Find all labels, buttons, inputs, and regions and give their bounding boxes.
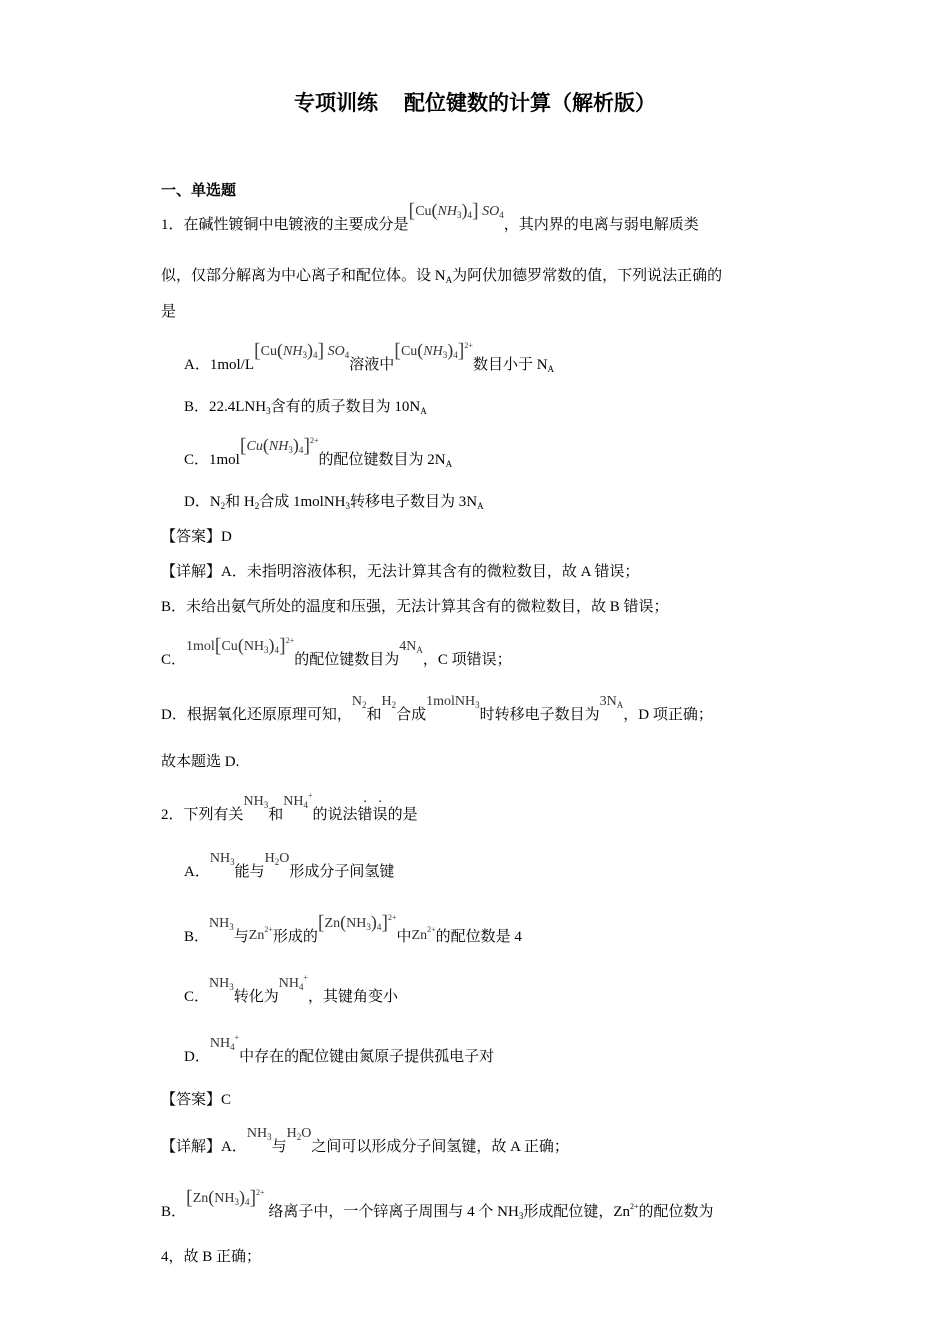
formula-h2o: $H_2O$ xyxy=(286,1126,312,1142)
emphasis-char: 误 xyxy=(372,807,388,823)
q1-option-d: D．$N_2$和 $H_2$合成 1molNH$_3$转移电子数目为 $3N_A$ xyxy=(184,494,484,511)
formula-3na: $3N_A$ xyxy=(599,694,624,710)
formula-zn-2plus: $Zn^{2+}$ xyxy=(248,925,273,943)
q1-answer: 【答案】D xyxy=(161,529,232,545)
q2-detail-a: 【详解】A．$NH_3$与$H_2O$之间可以形成分子间氢键，故 A 正确； xyxy=(161,1126,569,1155)
q1-conclusion: 故本题选 D. xyxy=(161,754,240,770)
formula-cu-nh3-4-so4: $[Cu(NH_3)_4]$ $SO_4$ xyxy=(408,200,504,222)
formula-nh4-plus: $NH_4^+$ xyxy=(209,1033,240,1052)
q2-option-d: D．$NH_4^+$中存在的配位键由氮原子提供孤电子对 xyxy=(184,1042,494,1071)
q2-option-b: B．$NH_3$与$Zn^{2+}$形成的$[Zn(NH_3)_4]^{2+}$中$Zn^{2+}$的配位数是 4 xyxy=(184,922,522,951)
q1-detail-c: C．$1mol[Cu(NH_3)_4]^{2+}$的配位键数目为$4N_A$，C 项错误； xyxy=(161,645,512,674)
formula-zn-nh3-4-ion: $[Zn(NH_3)_4]^{2+}$ xyxy=(186,1187,265,1209)
formula-1mol-nh3: 1molNH$_3$ xyxy=(426,694,480,710)
q1-stem-line3: 是 xyxy=(161,304,177,320)
q2-option-a: A．$NH_3$能与$H_2O$形成分子间氢键 xyxy=(184,851,395,880)
formula-nh4-plus: $NH_4^+$ xyxy=(283,791,313,810)
formula-nh3: $NH_3$ xyxy=(209,916,234,932)
formula-nh3: $NH_3$ xyxy=(243,794,269,810)
emphasis-char: 错 xyxy=(357,807,373,823)
q1-option-b: B．$22.4LNH_3$含有的质子数目为 $10N_A$ xyxy=(184,399,427,416)
formula-n2: $N_2$ xyxy=(351,694,367,710)
formula-h2o: $H_2O$ xyxy=(264,851,290,867)
formula-nh3: $NH_3$ xyxy=(246,1126,272,1142)
formula-cu-nh3-4-ion: $[Cu(NH_3)_4]^{2+}$ xyxy=(239,435,319,457)
q1-option-c: C．$1mol[Cu(NH_3)_4]^{2+}$的配位键数目为 $2N_A$ xyxy=(184,445,452,474)
q1-option-a: A．$1mol/L[Cu(NH_3)_4]$ $SO_4$溶液中$[Cu(NH_3)_4]^{2+}$数目小于 $N_A$ xyxy=(184,350,554,379)
formula-zn-nh3-4-ion: $[Zn(NH_3)_4]^{2+}$ xyxy=(317,912,397,934)
q2-detail-b-cont: 4，故 B 正确； xyxy=(161,1249,262,1265)
q2-option-c: C．$NH_3$转化为$NH_4^+$，其键角变小 xyxy=(184,982,398,1011)
page-title xyxy=(0,88,950,118)
q2-answer: 【答案】C xyxy=(161,1092,232,1108)
formula-nh3: $NH_3$ xyxy=(209,976,234,992)
q1-detail-d: D．根据氧化还原原理可知，$N_2$和$H_2$合成1molNH$_3$时转移电子数目为$3N_A$，D 项正确； xyxy=(161,694,713,723)
formula-4na: $4N_A$ xyxy=(399,639,423,655)
formula-cu-nh3-4-ion: $[Cu(NH_3)_4]^{2+}$ xyxy=(394,340,473,362)
q1-stem-line2: 似，仅部分解离为中心离子和配位体。设 $N_A$为阿伏加德罗常数的值，下列说法正确的 xyxy=(161,268,723,285)
formula-1mol-cu-nh3-4-ion: $1mol[Cu(NH_3)_4]^{2+}$ xyxy=(186,635,295,657)
formula-h2: $H_2$ xyxy=(381,694,397,710)
formula-zn-2plus: $Zn^{2+}$ xyxy=(411,925,436,943)
q2-stem: 2．下列有关$NH_3$和$NH_4^+$的说法错误的是 xyxy=(161,800,418,829)
title-part1: 专项训练 xyxy=(294,91,378,115)
q2-detail-b: B．$[Zn(NH_3)_4]^{2+}$ 络离子中，一个锌离子周围与 4 个 $NH_3$形成配位键，$Zn^{2+}$的配位数为 xyxy=(161,1197,714,1226)
formula-nh4-plus: $NH_4^+$ xyxy=(278,973,309,992)
title-part2: 配位键数的计算（解析版） xyxy=(404,91,656,115)
q1-detail-a: 【详解】A．未指明溶液体积，无法计算其含有的微粒数目，故 A 错误； xyxy=(161,564,640,580)
q1-stem-line1: 1．在碱性镀铜中电镀液的主要成分是$[Cu(NH_3)_4]$ $SO_4$，其内界的电离与弱电解质类 xyxy=(161,200,699,233)
q1-detail-b: B．未给出氨气所处的温度和压强，无法计算其含有的微粒数目，故 B 错误； xyxy=(161,599,669,615)
section-heading: 一、单选题 xyxy=(161,181,237,199)
formula-nh3: $NH_3$ xyxy=(209,851,235,867)
formula-cu-nh3-4-so4: $[Cu(NH_3)_4]$ $SO_4$ xyxy=(254,340,350,362)
